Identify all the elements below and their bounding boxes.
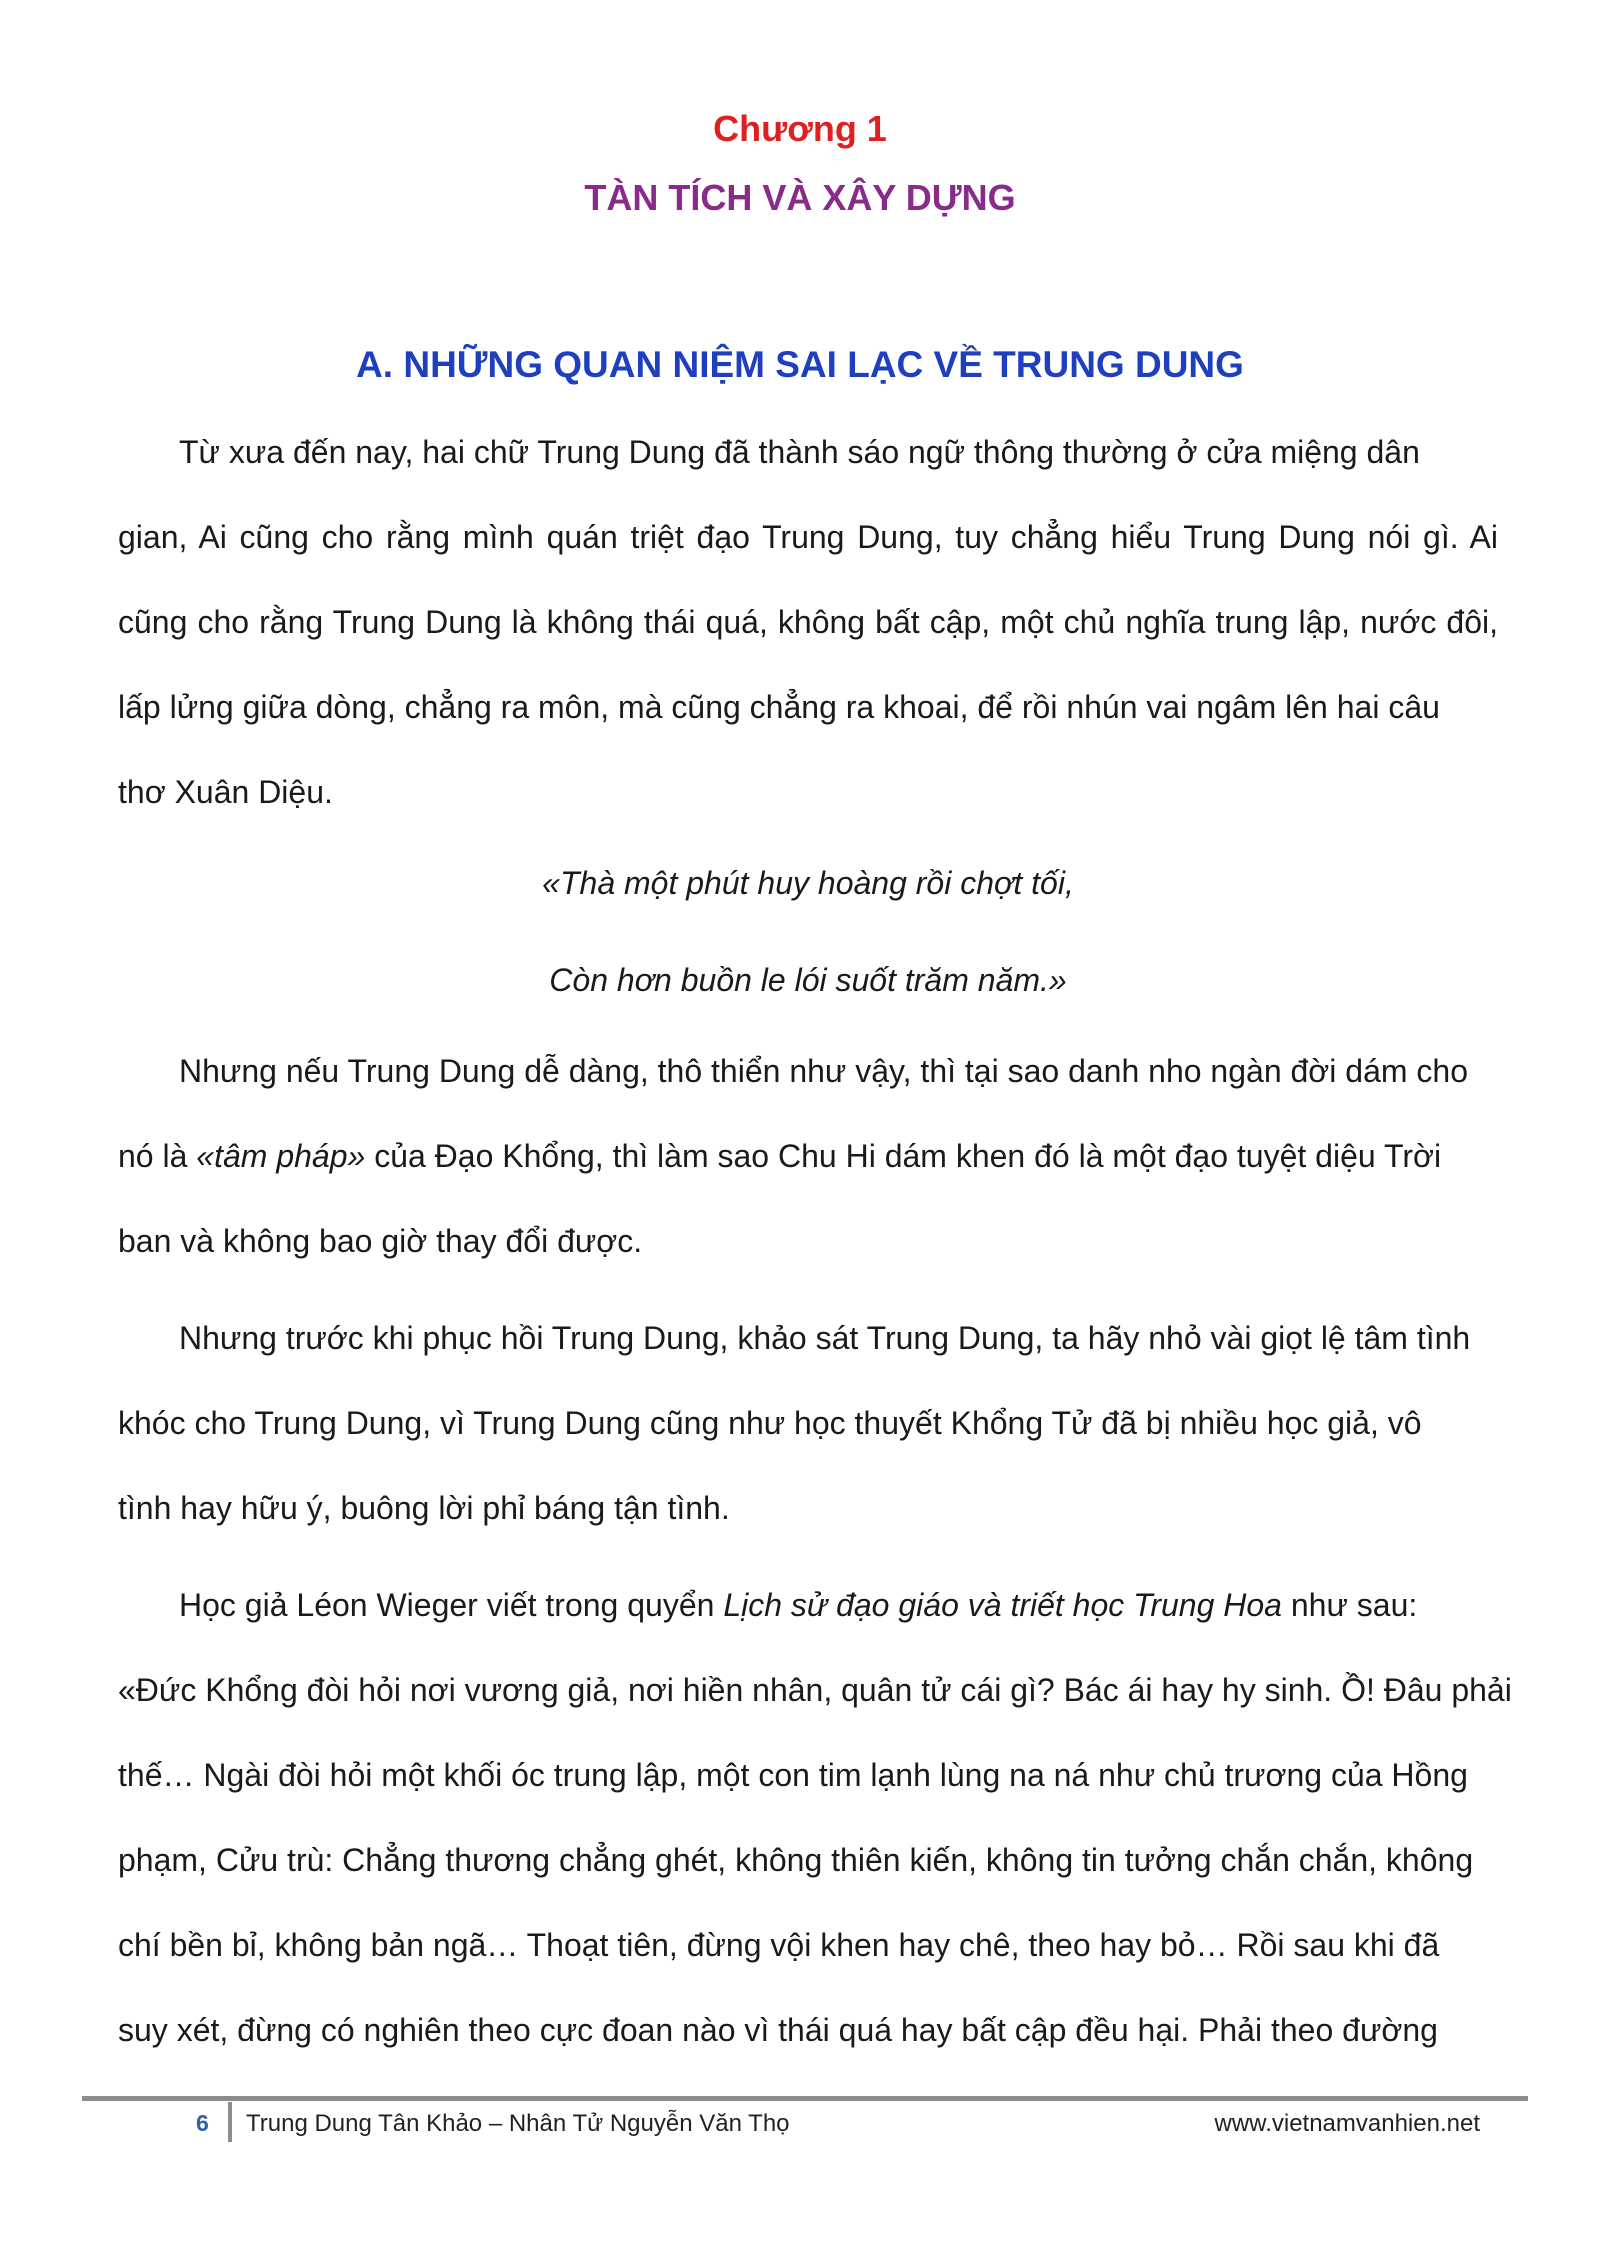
text-line: «Đức Khổng đòi hỏi nơi vương giả, nơi hiền nhân, quân tử cái gì? Bác ái hay hy sinh. Ồ! Đâu phải — [118, 1672, 1512, 1708]
text-line — [118, 1114, 1498, 1199]
verse-quote — [118, 835, 1498, 1029]
text-span: Học giả Léon Wieger viết trong quyển — [179, 1587, 724, 1623]
text-line: khóc cho Trung Dung, vì Trung Dung cũng như học thuyết Khổng Tử đã bị nhiều học giả, vô — [118, 1405, 1422, 1441]
text-span: nó là — [118, 1138, 197, 1174]
paragraph-1 — [118, 410, 1498, 835]
text-line: ban và không bao giờ thay đổi được. — [118, 1223, 643, 1259]
text-line: Từ xưa đến nay, hai chữ Trung Dung đã thành sáo ngữ thông thường ở cửa miệng dân — [179, 434, 1420, 470]
text-line: Nhưng nếu Trung Dung dễ dàng, thô thiển như vậy, thì tại sao danh nho ngàn đời dám cho — [179, 1053, 1469, 1089]
paragraph-4 — [118, 1563, 1512, 2073]
text-line: tình hay hữu ý, buông lời phỉ báng tận tình. — [118, 1490, 730, 1526]
text-line: phạm, Cửu trù: Chẳng thương chẳng ghét, không thiên kiến, không tin tưởng chắn chắn, không — [118, 1842, 1474, 1878]
text-line: gian, Ai cũng cho rằng mình quán triệt đạo Trung Dung, tuy chẳng hiểu Trung Dung nói gì. Ai — [118, 519, 1498, 555]
section-heading: A. NHỮNG QUAN NIỆM SAI LẠC VỀ TRUNG DUNG — [356, 344, 1244, 385]
text-line: Nhưng trước khi phục hồi Trung Dung, khảo sát Trung Dung, ta hãy nhỏ vài giọt lệ tâm tình — [179, 1320, 1471, 1356]
paragraph-2 — [118, 1029, 1498, 1284]
paragraph-3 — [118, 1296, 1498, 1551]
chapter-title: TÀN TÍCH VÀ XÂY DỰNG — [584, 177, 1016, 218]
text-span: như sau: — [1281, 1587, 1418, 1623]
paragraph-gap — [118, 1551, 1498, 1563]
footer-rule — [82, 2096, 1528, 2101]
footer-website: www.vietnamvanhien.net — [1214, 2110, 1480, 2137]
emphasis-text: «tâm pháp» — [196, 1138, 366, 1174]
body-text — [118, 410, 1512, 2073]
footer-book-title: Trung Dung Tân Khảo – Nhân Tử Nguyễn Văn Thọ — [246, 2110, 790, 2137]
verse-line: Còn hơn buồn le lói suốt trăm năm.» — [549, 962, 1067, 998]
paragraph-gap — [118, 1284, 1498, 1296]
text-line — [118, 1563, 1498, 1648]
footer-separator — [228, 2102, 232, 2142]
footer-page-number: 6 — [196, 2110, 209, 2136]
text-span: của Đạo Khổng, thì làm sao Chu Hi dám khen đó là một đạo tuyệt diệu Trời — [365, 1138, 1442, 1174]
text-line: thơ Xuân Diệu. — [118, 774, 333, 810]
book-title-emphasis: Lịch sử đạo giáo và triết học Trung Hoa — [723, 1587, 1282, 1623]
verse-line: «Thà một phút huy hoàng rồi chợt tối, — [542, 865, 1074, 901]
text-line: cũng cho rằng Trung Dung là không thái quá, không bất cập, một chủ nghĩa trung lập, nước đôi, — [118, 604, 1498, 640]
chapter-number: Chương 1 — [713, 108, 887, 149]
text-line: thế… Ngài đòi hỏi một khối óc trung lập, một con tim lạnh lùng na ná như chủ trương của Hồng — [118, 1757, 1468, 1793]
text-line: suy xét, đừng có nghiên theo cực đoan nào vì thái quá hay bất cập đều hại. Phải theo đường — [118, 2012, 1438, 2048]
text-line: lấp lửng giữa dòng, chẳng ra môn, mà cũng chẳng ra khoai, để rồi nhún vai ngâm lên hai câu — [118, 689, 1440, 725]
text-line: chí bền bỉ, không bản ngã… Thoạt tiên, đừng vội khen hay chê, theo hay bỏ… Rồi sau khi đã — [118, 1927, 1440, 1963]
